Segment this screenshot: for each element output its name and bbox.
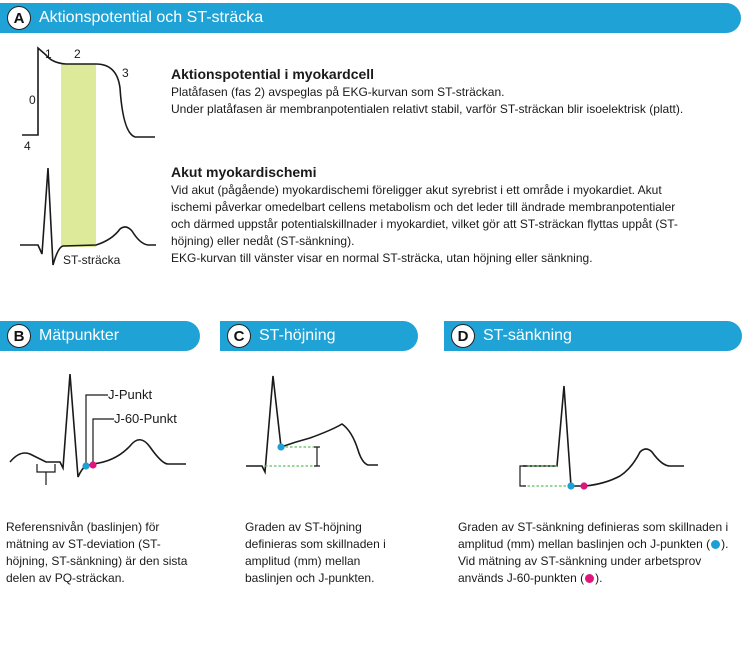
text-section-d: Graden av ST-sänkning definieras som skillnaden i amplitud (mm) mellan baslinjen och J-punkten ( ). Vid mätning av ST-sänkning under arbetsprov används J-60-punkten ( ). <box>458 520 729 585</box>
phase-label-3: 3 <box>122 66 129 80</box>
heading-action-potential: Aktionspotential i myokardcell <box>171 66 375 82</box>
section-d-badge: D <box>451 324 475 348</box>
phase-label-4: 4 <box>24 139 31 153</box>
section-c-title: ST-höjning <box>259 327 336 344</box>
section-a-badge: A <box>7 6 31 30</box>
depression-bracket <box>520 466 526 486</box>
section-b-title: Mätpunkter <box>39 327 120 344</box>
st-segment-label: ST-sträcka <box>63 253 121 267</box>
j-point-label: J-Punkt <box>108 387 153 402</box>
text-section-b: Referensnivån (baslinjen) för mätning av ST-deviation (ST- höjning, ST-sänkning) är den sista delen av PQ-sträckan. <box>6 520 188 585</box>
section-d-title: ST-sänkning <box>483 327 572 344</box>
j60-point-marker-d <box>580 482 587 489</box>
j-point-marker-d <box>567 482 574 489</box>
section-a-title: Aktionspotential och ST-sträcka <box>39 9 264 26</box>
j60-point-legend-dot <box>585 574 594 583</box>
phase-label-0: 0 <box>29 93 36 107</box>
j-point-legend-dot <box>711 540 720 549</box>
text-myocardial-ischemia: Vid akut (pågående) myokardischemi föreligger akut syrebrist i ett område i myokardiet. Akut ischemi påverkar omedelbart cellens metabolism och det leder till ändrade membranpotentialer och därmed uppstår potentialskillnader i myokardiet, vilket gör att ST-sträckan flyttas uppåt (ST- höjning) eller nedåt (ST-sänkning). EKG-kurvan till vänster visar en normal ST-sträcka, utan höjning eller sänkning. <box>171 183 678 265</box>
phase-label-2: 2 <box>74 47 81 61</box>
text-section-c: Graden av ST-höjning definieras som skillnaden i amplitud (mm) mellan baslinjen och J-punkten. <box>245 520 386 585</box>
j60-point-label: J-60-Punkt <box>114 411 177 426</box>
ekg-curve-d <box>523 386 684 486</box>
heading-myocardial-ischemia: Akut myokardischemi <box>171 164 317 180</box>
section-c-badge: C <box>227 324 251 348</box>
section-b-badge: B <box>7 324 31 348</box>
phase-label-1: 1 <box>45 47 52 61</box>
text-action-potential: Platåfasen (fas 2) avspeglas på EKG-kurvan som ST-sträckan. Under platåfasen är membranpotentialen relativt stabil, varför ST-sträckan blir isoelektrisk (platt). <box>171 85 684 116</box>
